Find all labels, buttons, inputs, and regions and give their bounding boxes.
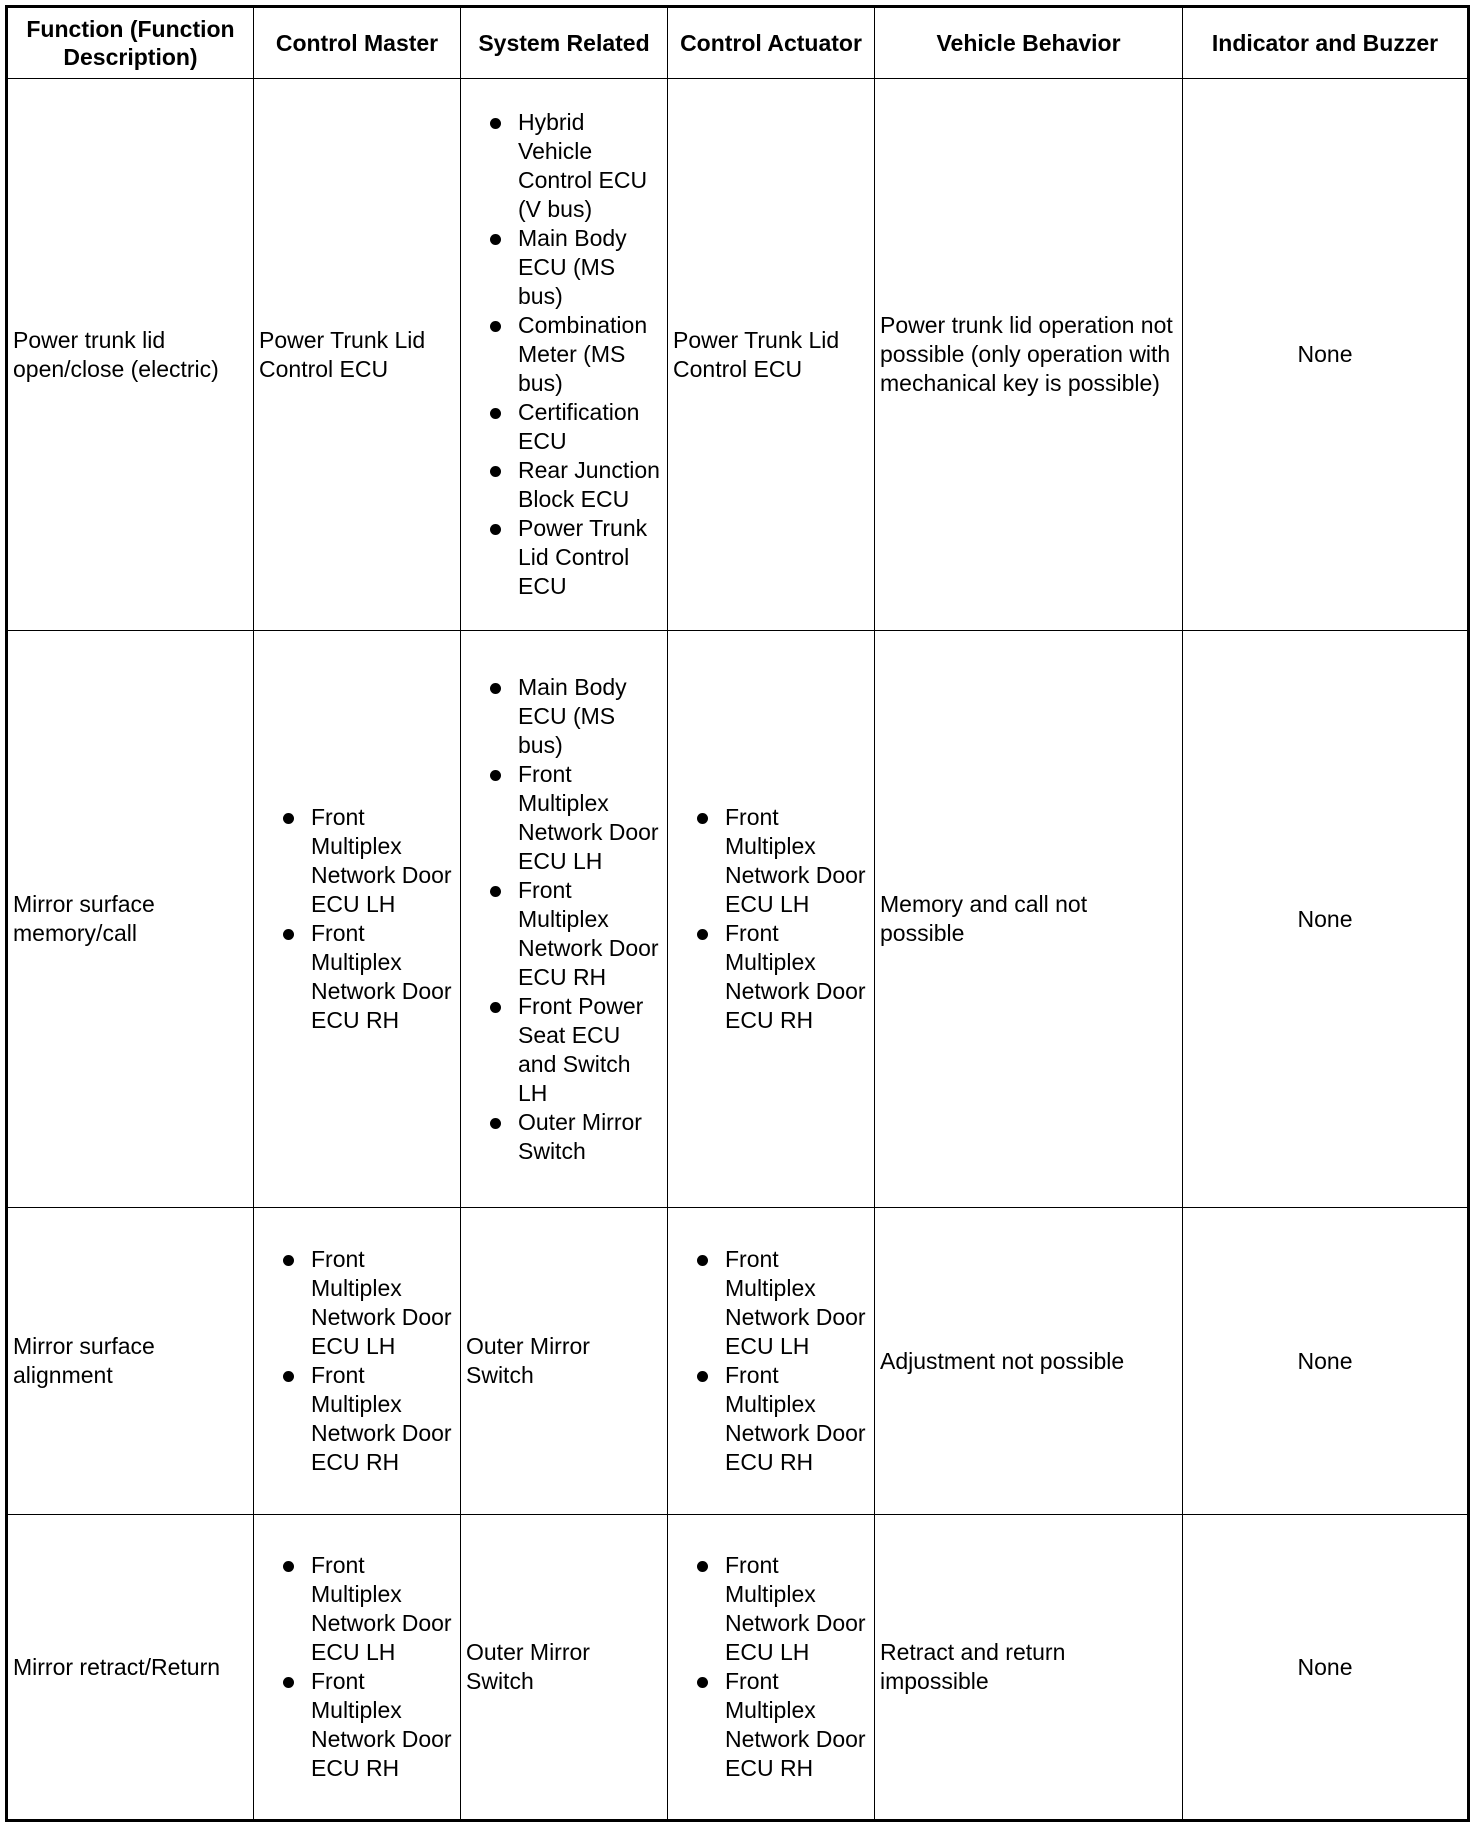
table-row xyxy=(7,79,1469,631)
system-related-cell xyxy=(461,631,668,1208)
list-item: Front Power Seat ECU and Switch LH xyxy=(486,992,662,1108)
function-table-container xyxy=(5,5,1467,1822)
list-item: Front Multiplex Network Door ECU RH xyxy=(486,876,662,992)
vehicle-behavior-cell: Retract and return impossible xyxy=(875,1515,1183,1821)
control-master-cell-list xyxy=(259,1545,455,1789)
indicator-buzzer-cell: None xyxy=(1183,79,1469,631)
list-item: Front Multiplex Network Door ECU RH xyxy=(693,1667,869,1783)
function-cell: Mirror surface alignment xyxy=(7,1208,254,1515)
control-actuator-cell-list xyxy=(673,1545,869,1789)
header-control-actuator: Control Actuator xyxy=(668,7,875,79)
control-master-cell xyxy=(254,79,461,631)
control-actuator-cell-list xyxy=(673,797,869,1041)
vehicle-behavior-cell: Adjustment not possible xyxy=(875,1208,1183,1515)
control-actuator-cell xyxy=(668,631,875,1208)
list-item: Front Multiplex Network Door ECU RH xyxy=(693,1361,869,1477)
list-item: Front Multiplex Network Door ECU LH xyxy=(693,1551,869,1667)
list-item: Front Multiplex Network Door ECU LH xyxy=(279,803,455,919)
list-item: Main Body ECU (MS bus) xyxy=(486,224,662,311)
table-row xyxy=(7,1208,1469,1515)
list-item: Front Multiplex Network Door ECU LH xyxy=(486,760,662,876)
header-system-related: System Related xyxy=(461,7,668,79)
vehicle-behavior-cell: Power trunk lid operation not possible (only operation with mechanical key is possible) xyxy=(875,79,1183,631)
system-related-cell xyxy=(461,1208,668,1515)
control-master-cell-list xyxy=(259,1239,455,1483)
function-cell: Mirror surface memory/call xyxy=(7,631,254,1208)
control-actuator-cell xyxy=(668,1208,875,1515)
header-function: Function (Function Description) xyxy=(7,7,254,79)
list-item: Front Multiplex Network Door ECU RH xyxy=(279,919,455,1035)
control-actuator-cell xyxy=(668,1515,875,1821)
header-control-master: Control Master xyxy=(254,7,461,79)
system-related-cell-list xyxy=(466,102,662,607)
list-item: Main Body ECU (MS bus) xyxy=(486,673,662,760)
list-item: Front Multiplex Network Door ECU LH xyxy=(693,1245,869,1361)
list-item: Certification ECU xyxy=(486,398,662,456)
list-item: Front Multiplex Network Door ECU LH xyxy=(279,1245,455,1361)
list-item: Power Trunk Lid Control ECU xyxy=(486,514,662,601)
list-item: Rear Junction Block ECU xyxy=(486,456,662,514)
header-indicator-buzzer: Indicator and Buzzer xyxy=(1183,7,1469,79)
list-item: Combination Meter (MS bus) xyxy=(486,311,662,398)
control-actuator-cell xyxy=(668,79,875,631)
indicator-buzzer-cell: None xyxy=(1183,1208,1469,1515)
function-cell: Mirror retract/Return xyxy=(7,1515,254,1821)
system-related-cell-text: Outer Mirror Switch xyxy=(466,1639,590,1694)
control-master-cell-list xyxy=(259,797,455,1041)
indicator-buzzer-cell: None xyxy=(1183,1515,1469,1821)
list-item: Hybrid Vehicle Control ECU (V bus) xyxy=(486,108,662,224)
list-item: Front Multiplex Network Door ECU RH xyxy=(279,1361,455,1477)
control-actuator-cell-list xyxy=(673,1239,869,1483)
indicator-buzzer-cell: None xyxy=(1183,631,1469,1208)
system-related-cell xyxy=(461,1515,668,1821)
table-row xyxy=(7,1515,1469,1821)
control-master-cell-text: Power Trunk Lid Control ECU xyxy=(259,326,426,382)
list-item: Front Multiplex Network Door ECU RH xyxy=(279,1667,455,1783)
function-table xyxy=(5,5,1470,1822)
list-item: Front Multiplex Network Door ECU LH xyxy=(279,1551,455,1667)
list-item: Outer Mirror Switch xyxy=(486,1108,662,1166)
function-cell: Power trunk lid open/close (electric) xyxy=(7,79,254,631)
control-master-cell xyxy=(254,631,461,1208)
system-related-cell xyxy=(461,79,668,631)
vehicle-behavior-cell: Memory and call not possible xyxy=(875,631,1183,1208)
table-body xyxy=(7,79,1469,1821)
header-vehicle-behavior: Vehicle Behavior xyxy=(875,7,1183,79)
list-item: Front Multiplex Network Door ECU LH xyxy=(693,803,869,919)
system-related-cell-text: Outer Mirror Switch xyxy=(466,1333,590,1388)
header-row xyxy=(7,7,1469,79)
system-related-cell-list xyxy=(466,667,662,1172)
control-master-cell xyxy=(254,1208,461,1515)
table-row xyxy=(7,631,1469,1208)
list-item: Front Multiplex Network Door ECU RH xyxy=(693,919,869,1035)
control-actuator-cell-text: Power Trunk Lid Control ECU xyxy=(673,326,840,382)
control-master-cell xyxy=(254,1515,461,1821)
